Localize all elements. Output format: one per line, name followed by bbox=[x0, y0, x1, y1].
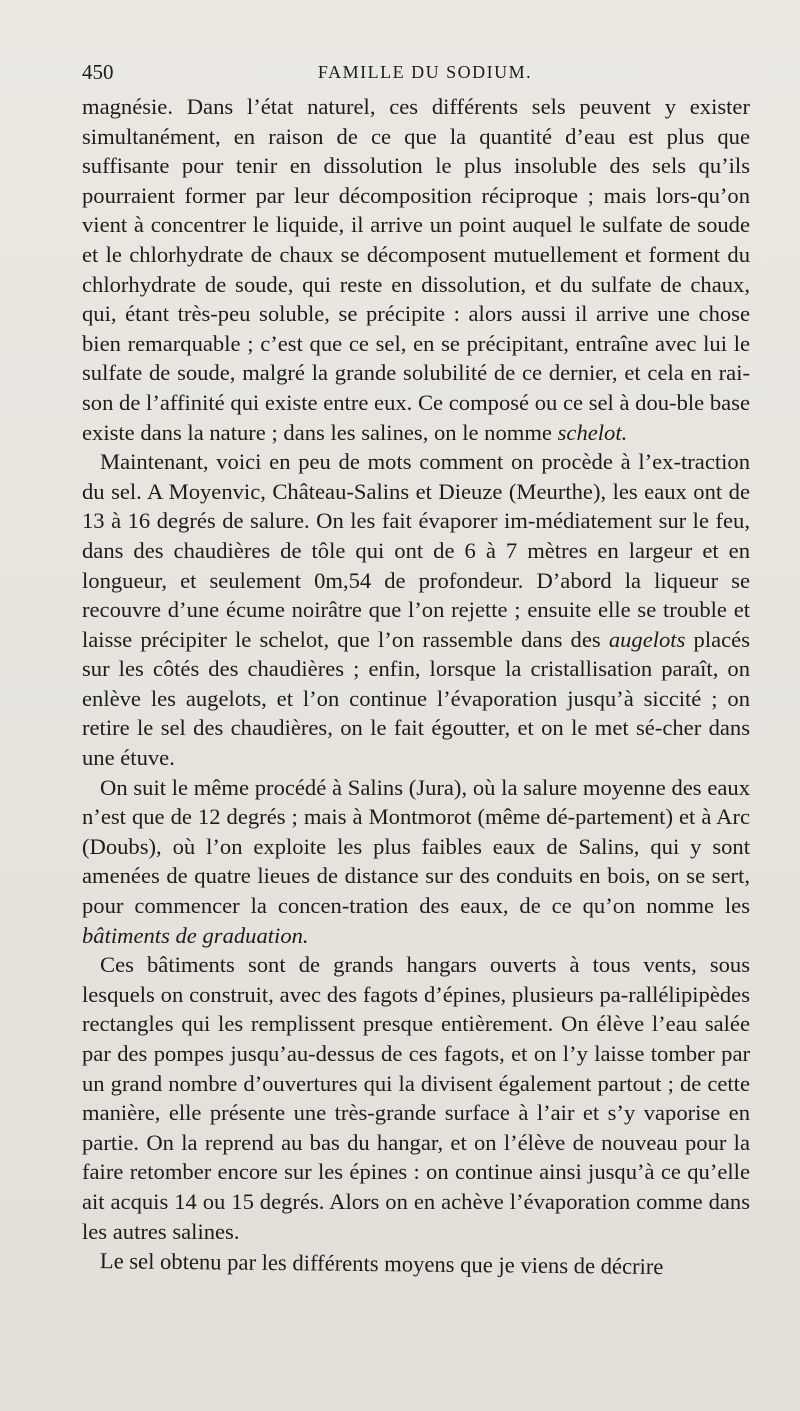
running-head bbox=[82, 60, 748, 94]
paragraph-1: magnésie. Dans l’état naturel, ces différents sels peuvent y exister simultanément, en raison de ce que la quantité d’eau est plus que suffisante pour tenir en dissolution le plus insoluble des sels qu’ils pourraient former par leur décomposition réciproque ; mais lors-qu’on vient à concentrer le liquide, il arrive un point auquel le sulfate de soude et le chlorhydrate de chaux se décomposent mutuellement et forment du chlorhydrate de soude, qui reste en dissolution, et du sulfate de chaux, qui, étant très-peu soluble, se précipite : alors aussi il arrive une chose bien remarquable ; c’est que ce sel, en se précipitant, entraîne avec lui le sulfate de soude, malgré la grande solubilité de ce dernier, et cela en rai-son de l’affinité qui existe entre eux. Ce composé ou ce sel à dou-ble base existe dans la nature ; dans les salines, on le nomme schelot. bbox=[82, 94, 750, 445]
paragraph-2: Maintenant, voici en peu de mots comment on procède à l’ex-traction du sel. A Moyenvic, Château-Salins et Dieuze (Meurthe), les eaux ont de 13 à 16 degrés de salure. On les fait évaporer im-médiatement sur le feu, dans des chaudières de tôle qui ont de 6 à 7 mètres en largeur et en longueur, et seulement 0m,54 de profondeur. D’abord la liqueur se recouvre d’une écume noirâtre que l’on rejette ; ensuite elle se trouble et laisse précipiter le schelot, que l’on rassemble dans des augelots placés sur les côtés des chaudières ; enfin, lorsque la cristallisation paraît, on enlève les augelots, et l’on continue l’évaporation jusqu’à siccité ; on retire le sel des chaudières, on le fait égoutter, et on le met sé-cher dans une étuve. bbox=[82, 449, 750, 771]
term-batiments-de-graduation: bâtiments de graduation. bbox=[82, 922, 309, 948]
chapter-title: FAMILLE DU SODIUM. bbox=[317, 62, 533, 82]
paragraph-5: Le sel obtenu par les différents moyens que je viens de décrire bbox=[99, 1248, 664, 1280]
term-augelots: augelots bbox=[608, 626, 686, 652]
term-schelot: schelot. bbox=[557, 419, 628, 445]
paragraph-3: On suit le même procédé à Salins (Jura), où la salure moyenne des eaux n’est que de 12 degrés ; mais à Montmorot (même dé-partement) et à Arc (Doubs), où l’on exploite les plus faibles eaux de Salins, qui y sont amenées de quatre lieues de distance sur des conduits en bois, on se sert, pour commencer la concen-tration des eaux, de ce qu’on nomme les bâtiments de graduation. bbox=[82, 774, 750, 948]
paragraph-4: Ces bâtiments sont de grands hangars ouverts à tous vents, sous lesquels on construit, avec des fagots d’épines, plusieurs pa-rallélipipèdes rectangles qui les remplissent presque entièrement. On élève l’eau salée par des pompes jusqu’au-dessus de ces fagots, et on l’y laisse tomber par un grand nombre d’ouvertures qui la divisent également partout ; de cette manière, elle présente une très-grande surface à l’air et s’y vaporise en partie. On la reprend au bas du hangar, et on l’élève de nouveau pour la faire retomber encore sur les épines : on continue ainsi jusqu’à ce qu’elle ait acquis 14 ou 15 degrés. Alors on en achève l’évaporation comme dans les autres salines. bbox=[82, 952, 750, 1244]
page-number: 450 bbox=[82, 60, 114, 84]
body-text bbox=[82, 92, 750, 1280]
